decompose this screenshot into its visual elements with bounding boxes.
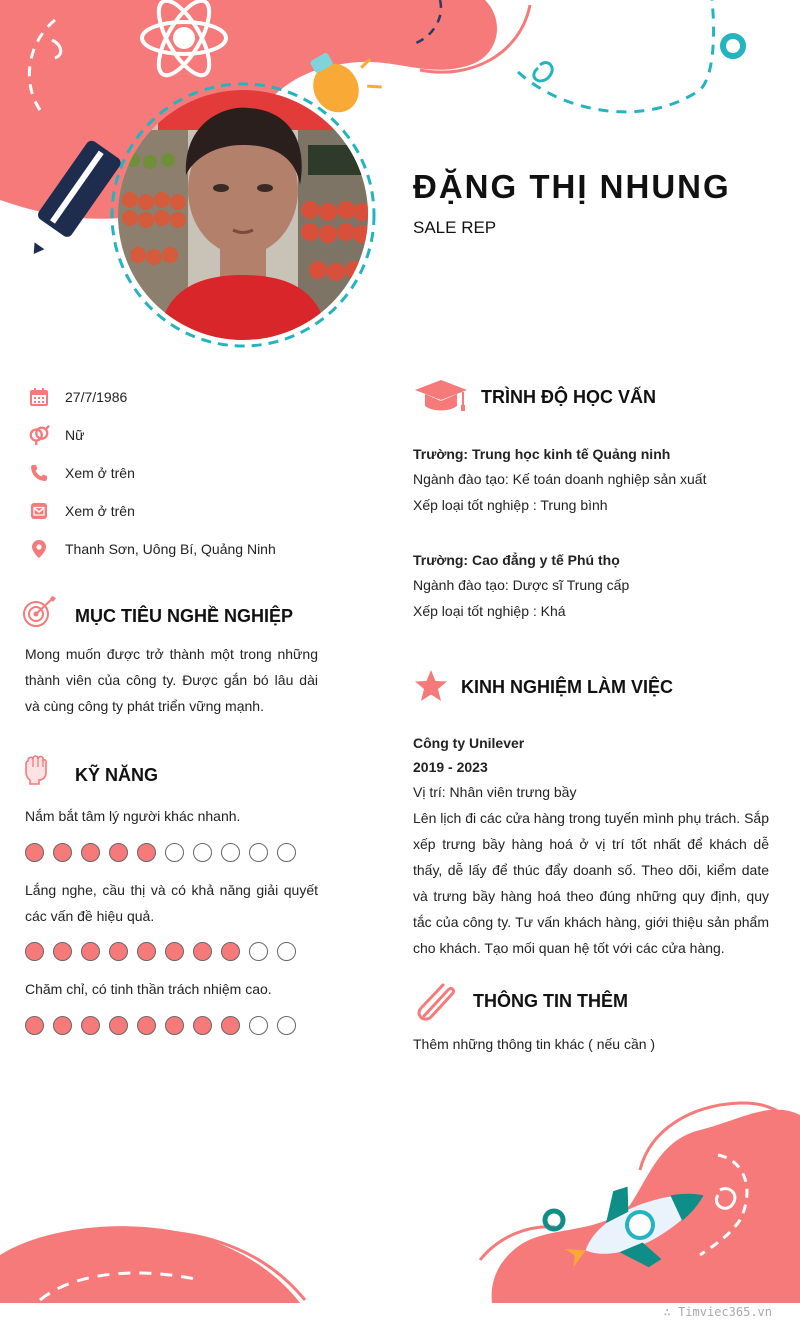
- school-name: Trường: Trung học kinh tế Quảng ninh: [413, 446, 671, 462]
- rating-dot-empty: [277, 942, 296, 961]
- paperclip-icon: [414, 980, 458, 1027]
- gender-value: Nữ: [65, 427, 85, 443]
- skill-rating: [25, 942, 296, 961]
- objective-title: MỤC TIÊU NGHỀ NGHIỆP: [75, 606, 294, 626]
- rating-dot-filled: [137, 843, 156, 862]
- rating-dot-empty: [221, 843, 240, 862]
- experience-title: KINH NGHIỆM LÀM VIỆC: [461, 677, 674, 697]
- work-period: 2019 - 2023: [413, 759, 488, 775]
- star-icon: [414, 670, 448, 707]
- skill-label: Lắng nghe, cầu thị và có khả năng giải quyết các vấn đề hiệu quả.: [25, 882, 318, 924]
- candidate-position: SALE REP: [413, 218, 497, 237]
- rating-dot-filled: [25, 843, 44, 862]
- education-title: TRÌNH ĐỘ HỌC VẤN: [481, 387, 656, 407]
- rating-dot-filled: [137, 942, 156, 961]
- calendar-icon: [28, 386, 50, 408]
- rating-dot-filled: [193, 942, 212, 961]
- rating-dot-filled: [193, 1016, 212, 1035]
- skill-label: Chăm chỉ, có tinh thần trách nhiệm cao.: [25, 981, 272, 997]
- info-address: [28, 537, 276, 561]
- footer-decoration: [0, 1095, 800, 1305]
- rating-dot-filled: [53, 1016, 72, 1035]
- rating-dot-empty: [249, 1016, 268, 1035]
- avatar-wrapper: [110, 82, 376, 348]
- skill-label: Nắm bắt tâm lý người khác nhanh.: [25, 808, 241, 824]
- target-icon: [22, 596, 58, 633]
- footer-brand: ∴ Timviec365.vn: [663, 1305, 772, 1319]
- info-gender: [28, 423, 84, 447]
- info-phone: [28, 461, 135, 485]
- info-email: [28, 499, 135, 523]
- rating-dot-empty: [193, 843, 212, 862]
- rating-dot-filled: [221, 942, 240, 961]
- rating-dot-empty: [277, 1016, 296, 1035]
- fist-icon: [24, 753, 48, 790]
- rating-dot-filled: [81, 942, 100, 961]
- graduation-cap-icon: [413, 378, 469, 419]
- rating-dot-empty: [277, 843, 296, 862]
- birthdate-value: 27/7/1986: [65, 389, 128, 405]
- objective-text: Mong muốn được trở thành một trong những thành viên của công ty. Được gắn bó lâu dài và cùng công ty phát triển vững mạnh.: [25, 646, 318, 714]
- extra-title: THÔNG TIN THÊM: [473, 991, 628, 1011]
- school-major: Ngành đào tạo: Kế toán doanh nghiệp sản xuất: [413, 471, 707, 487]
- rating-dot-empty: [165, 843, 184, 862]
- rating-dot-filled: [25, 942, 44, 961]
- email-value: Xem ở trên: [65, 503, 135, 519]
- skills-title: KỸ NĂNG: [75, 765, 159, 785]
- job-role: Vị trí: Nhân viên trưng bầy: [413, 784, 577, 800]
- school-name: Trường: Cao đẳng y tế Phú thọ: [413, 552, 620, 568]
- rating-dot-empty: [249, 942, 268, 961]
- rating-dot-filled: [165, 1016, 184, 1035]
- phone-icon: [28, 462, 50, 484]
- location-icon: [28, 538, 50, 560]
- extra-text: Thêm những thông tin khác ( nếu cần ): [413, 1036, 656, 1052]
- skill-rating: [25, 1016, 296, 1035]
- info-birthdate: [28, 385, 127, 409]
- rating-dot-filled: [25, 1016, 44, 1035]
- rating-dot-empty: [249, 843, 268, 862]
- avatar: [118, 90, 368, 340]
- school-grade: Xếp loại tốt nghiệp : Khá: [413, 603, 566, 619]
- rating-dot-filled: [53, 843, 72, 862]
- rating-dot-filled: [165, 942, 184, 961]
- job-description: Lên lịch đi các cửa hàng trong tuyến mình phụ trách. Sắp xếp trưng bầy hàng hoá ở vị trí tốt nhất để khách dễ thấy, dễ lấy để thúc đẩy doanh số. Theo dõi, kiểm date và trưng bầy hàng hoá theo đúng những quy định, quy tắc của công ty. Tư vấn khách hàng, giới thiệu sản phẩm cho khách. Tạo mối quan hệ tốt với các cửa hàng.: [413, 810, 769, 956]
- rating-dot-filled: [81, 1016, 100, 1035]
- email-icon: [28, 500, 50, 522]
- company-name: Công ty Unilever: [413, 735, 525, 751]
- school-grade: Xếp loại tốt nghiệp : Trung bình: [413, 497, 608, 513]
- rating-dot-filled: [109, 1016, 128, 1035]
- candidate-name: ĐẶNG THỊ NHUNG: [413, 168, 731, 205]
- rating-dot-filled: [137, 1016, 156, 1035]
- school-major: Ngành đào tạo: Dược sĩ Trung cấp: [413, 577, 630, 593]
- rating-dot-filled: [109, 942, 128, 961]
- rating-dot-filled: [53, 942, 72, 961]
- rating-dot-filled: [81, 843, 100, 862]
- phone-value: Xem ở trên: [65, 465, 135, 481]
- gender-icon: [28, 424, 50, 446]
- rating-dot-filled: [221, 1016, 240, 1035]
- skill-rating: [25, 843, 296, 862]
- address-value: Thanh Sơn, Uông Bí, Quảng Ninh: [65, 541, 276, 557]
- rating-dot-filled: [109, 843, 128, 862]
